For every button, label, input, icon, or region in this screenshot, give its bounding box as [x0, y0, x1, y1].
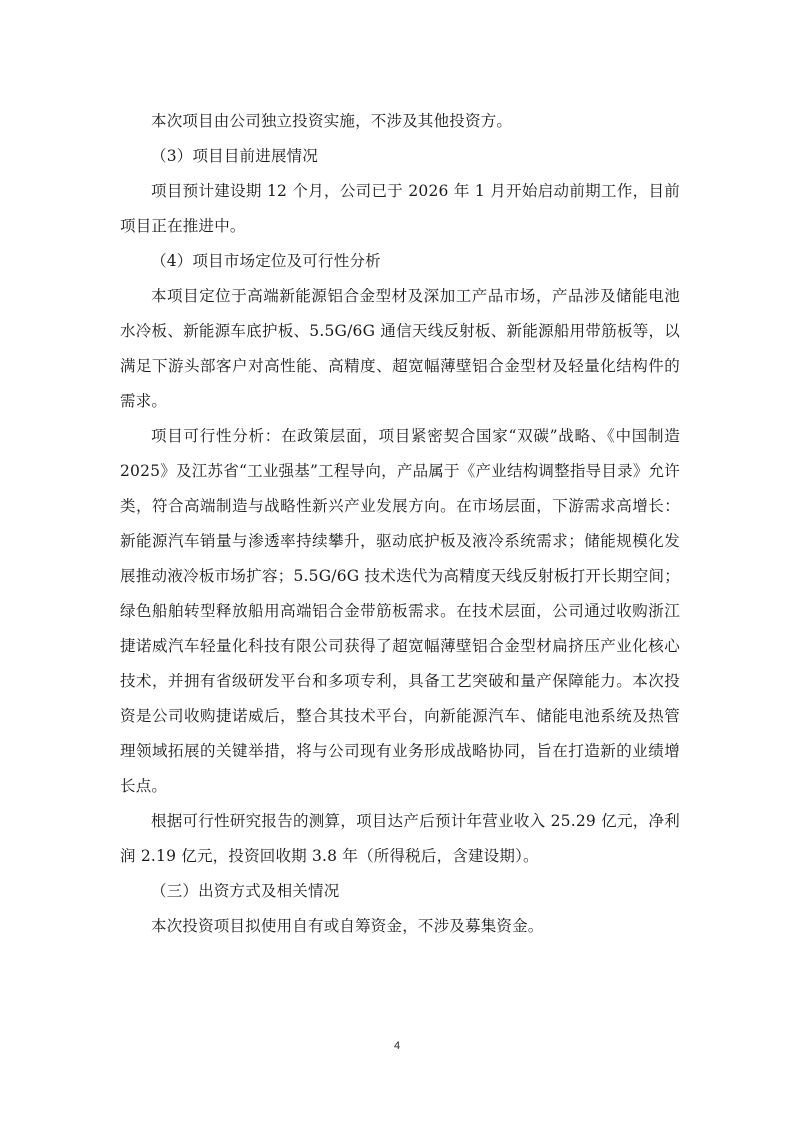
- paragraph-construction-period: 项目预计建设期 12 个月，公司已于 2026 年 1 月开始启动前期工作，目前项目正在推进中。: [120, 182, 680, 235]
- paragraph-feasibility-analysis: 项目可行性分析：在政策层面，项目紧密契合国家“双碳”战略、《中国制造 2025》及江苏省“工业强基”工程导向，产品属于《产业结构调整指导目录》允许类，符合高端制造与战略性新兴产业发展方向。在市场层面，下游需求高增长：新能源汽车销量与渗透率持续攀升，驱动底护板及液冷系统需求；储能规模化发展推动液冷板市场扩容；5.5G/6G 技术迭代为高精度天线反射板打开长期空间；绿色船舶转型释放船用高端铝合金带筋板需求。在技术层面，公司通过收购浙江捷诺威汽车轻量化科技有限公司获得了超宽幅薄壁铝合金型材扁挤压产业化核心技术，并拥有省级研发平台和多项专利，具备工艺突破和量产保障能力。本次投资是公司收购捷诺威后，整合其技术平台，向新能源汽车、储能电池系统及热管理领域拓展的关键举措，将与公司现有业务形成战略协同，旨在打造新的业绩增长点。: [120, 427, 680, 795]
- document-body: [120, 104, 680, 944]
- heading-market-feasibility: （4）项目市场定位及可行性分析: [151, 252, 381, 270]
- paragraph-market-positioning: 本项目定位于高端新能源铝合金型材及深加工产品市场，产品涉及储能电池水冷板、新能源车底护板、5.5G/6G 通信天线反射板、新能源船用带筋板等，以满足下游头部客户对高性能、高精度、超宽幅薄壁铝合金型材及轻量化结构件的需求。: [120, 287, 680, 410]
- page-number: 4: [393, 1040, 401, 1052]
- heading-funding-method: （三）出资方式及相关情况: [151, 882, 340, 900]
- paragraph-financial-forecast: 根据可行性研究报告的测算，项目达产后预计年营业收入 25.29 亿元，净利润 2.19 亿元，投资回收期 3.8 年（所得税后，含建设期）。: [120, 812, 680, 865]
- paragraph-investor: 本次项目由公司独立投资实施，不涉及其他投资方。: [151, 112, 513, 130]
- heading-project-progress: （3）项目目前进展情况: [151, 147, 319, 165]
- paragraph-funding-source: 本次投资项目拟使用自有或自筹资金，不涉及募集资金。: [151, 917, 544, 935]
